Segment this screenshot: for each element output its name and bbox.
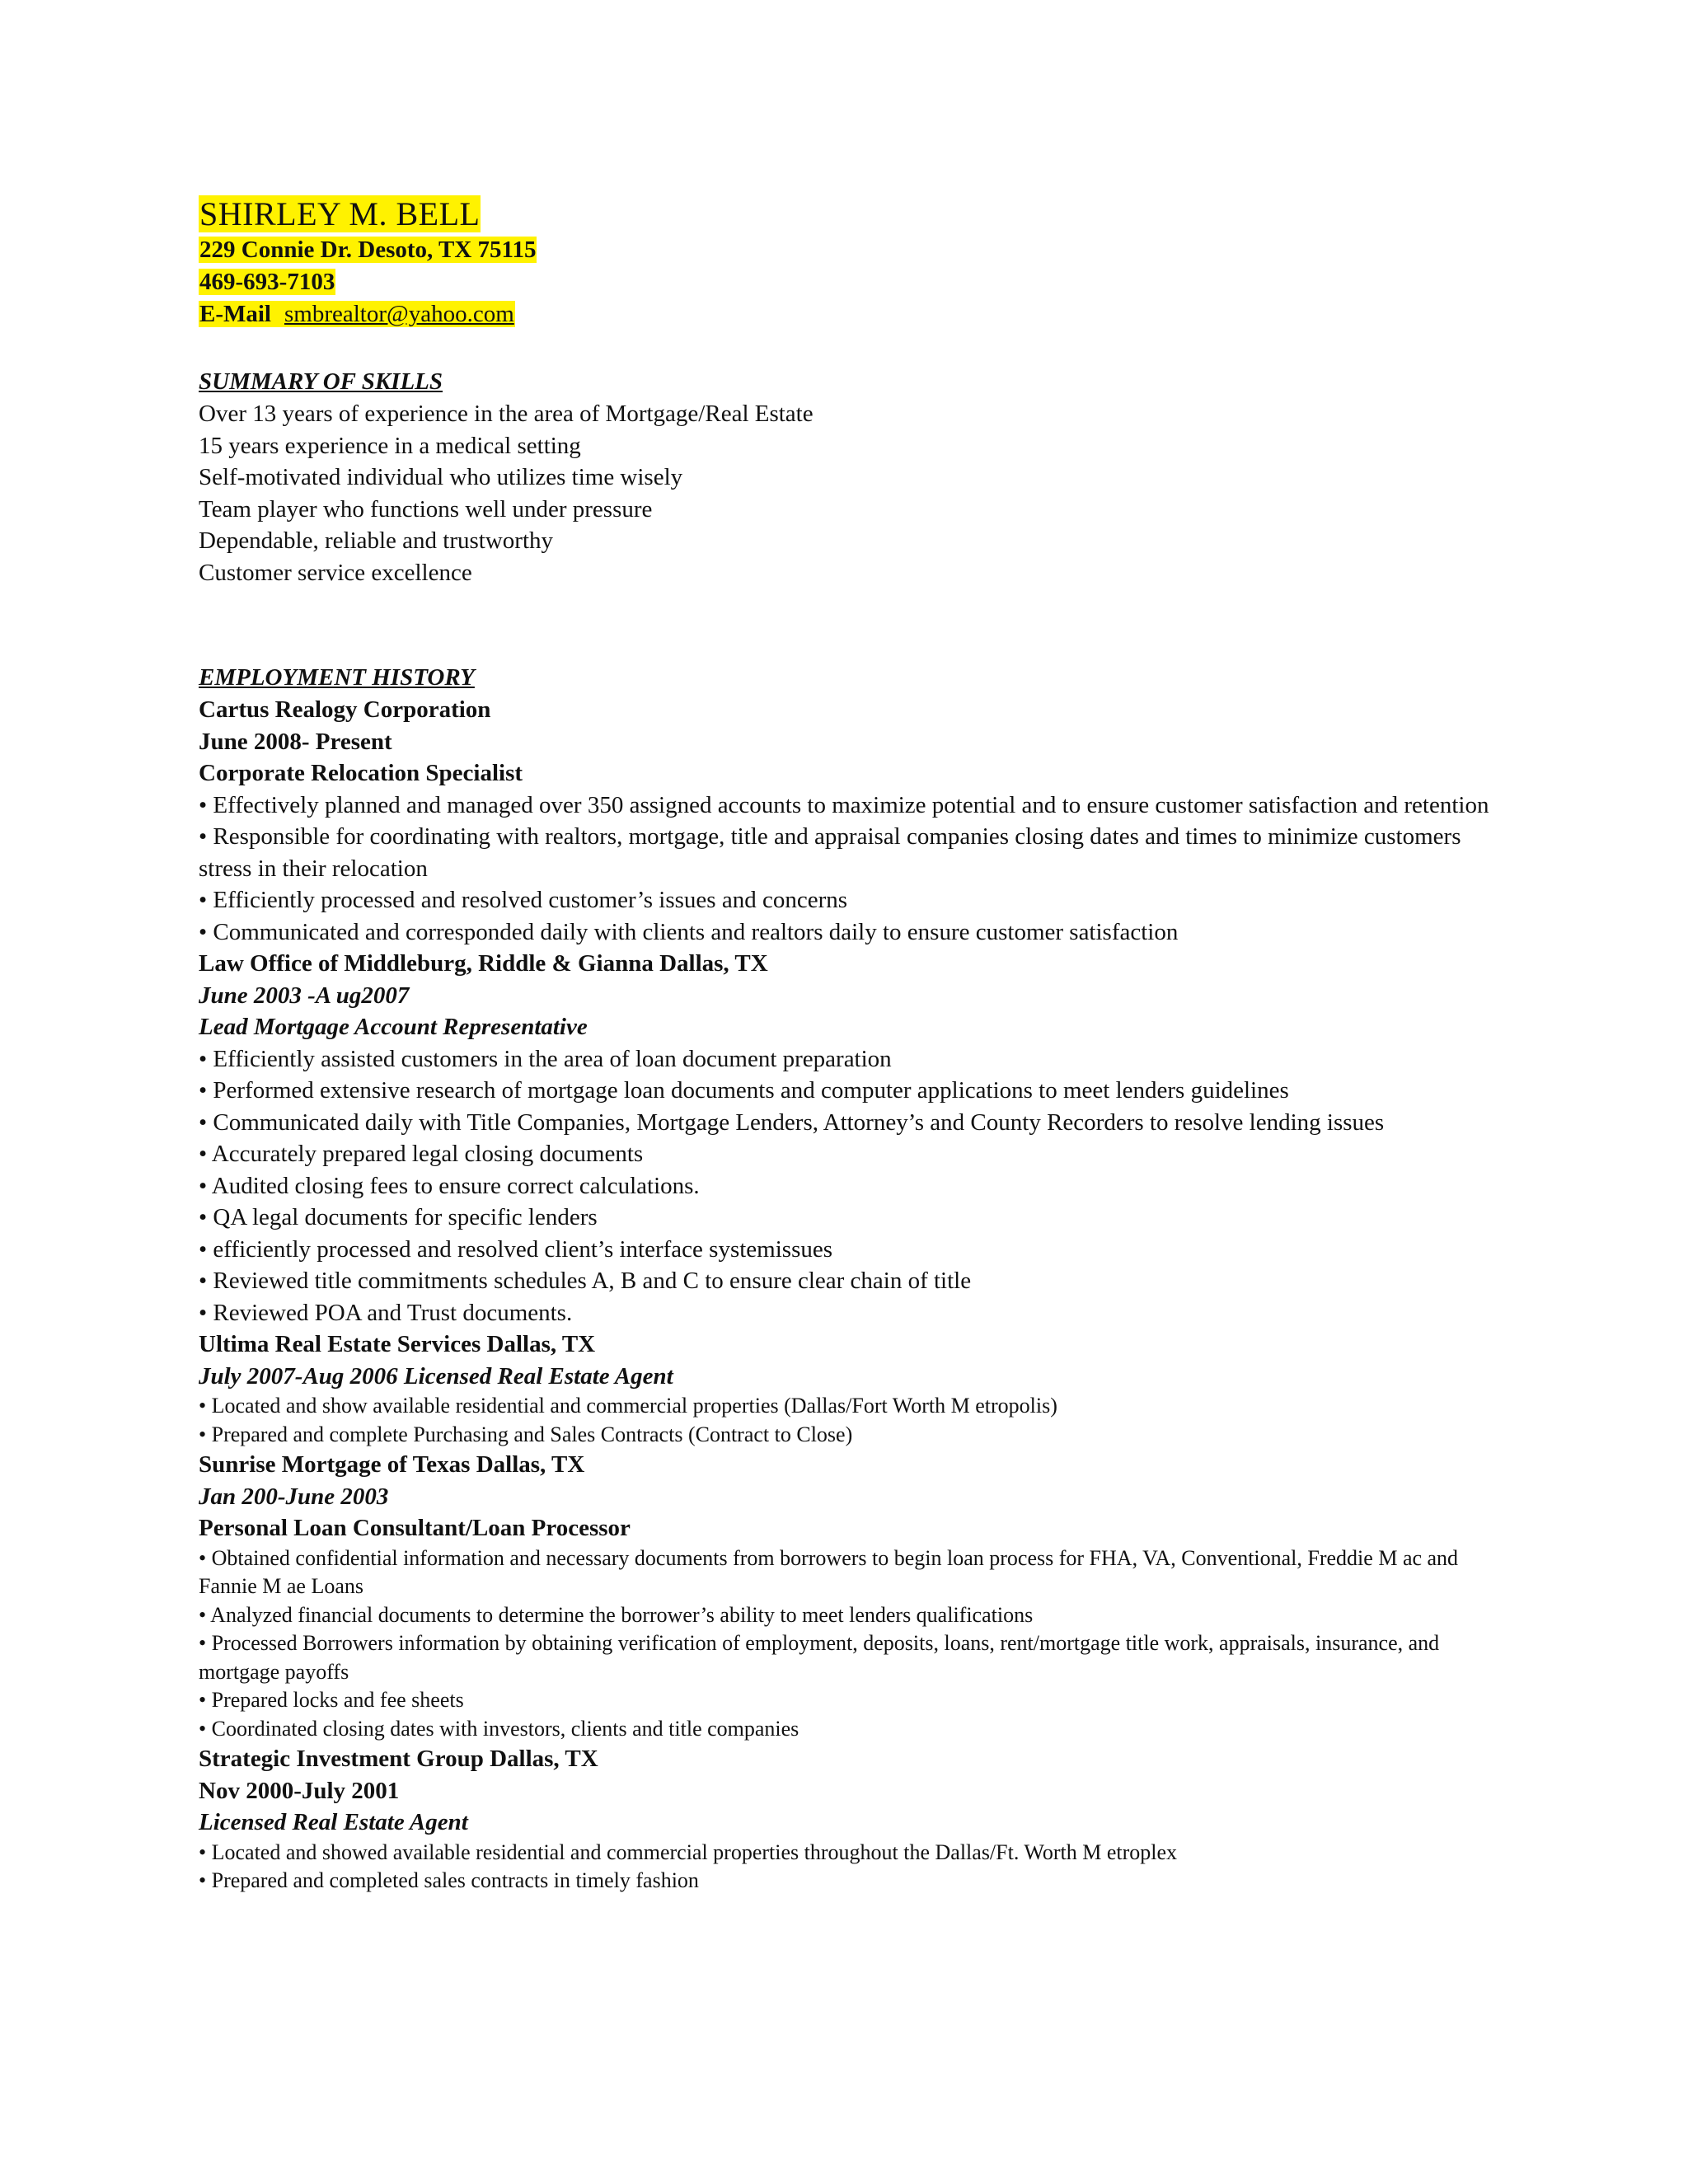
summary-section <box>199 365 1517 588</box>
job-title: Corporate Relocation Specialist <box>199 760 523 786</box>
job-bullet: • Accurately prepared legal closing documents <box>199 1141 644 1167</box>
job-bullet: • Effectively planned and managed over 350 assigned accounts to maximize potential and to ensure customer satisfaction and retention <box>199 791 1489 818</box>
job-bullet: • Efficiently processed and resolved customer’s issues and concerns <box>199 887 848 913</box>
skill-item: Over 13 years of experience in the area of Mortgage/Real Estate <box>199 401 814 427</box>
skill-item: Team player who functions well under pressure <box>199 495 653 523</box>
job-bullet: • QA legal documents for specific lenders <box>199 1204 598 1230</box>
phone: 469-693-7103 <box>199 269 335 295</box>
job-date: Nov 2000-July 2001 <box>199 1777 400 1804</box>
job-bullet: • Audited closing fees to ensure correct calculations. <box>199 1172 700 1199</box>
job-company: Sunrise Mortgage of Texas Dallas, TX <box>199 1451 585 1478</box>
skill-item: Dependable, reliable and trustworthy <box>199 527 554 554</box>
summary-heading: SUMMARY OF SKILLS <box>199 368 443 395</box>
job-bullet: • Located and showed available residential and commercial properties throughout the Dallas/Ft. Worth M etroplex <box>199 1840 1178 1864</box>
job-entry <box>199 1329 1517 1449</box>
job-date-title: July 2007-Aug 2006 Licensed Real Estate Agent <box>199 1362 673 1390</box>
job-date: Jan 200-June 2003 <box>199 1483 389 1510</box>
job-bullet: • Located and show available residential and commercial properties (Dallas/Fort Worth M etropolis) <box>199 1394 1057 1418</box>
job-bullet: • Reviewed title commitments schedules A, B and C to ensure clear chain of title <box>199 1268 972 1294</box>
resume-content <box>199 194 1517 1896</box>
job-date: June 2008- Present <box>199 728 392 755</box>
job-company: Strategic Investment Group Dallas, TX <box>199 1746 598 1772</box>
skill-item: Customer service excellence <box>199 559 472 586</box>
skill-item: Self-motivated individual who utilizes time wisely <box>199 464 683 490</box>
job-bullet: • Performed extensive research of mortgage loan documents and computer applications to meet lenders guidelines <box>199 1077 1289 1104</box>
candidate-name: SHIRLEY M. BELL <box>199 195 481 232</box>
job-company: Ultima Real Estate Services Dallas, TX <box>199 1331 596 1357</box>
job-bullet: • Communicated daily with Title Companies, Mortgage Lenders, Attorney’s and County Recorders to resolve lending issues <box>199 1108 1385 1136</box>
job-bullet: • Coordinated closing dates with investors, clients and title companies <box>199 1716 799 1741</box>
job-date: June 2003 -A ug2007 <box>199 982 410 1009</box>
email-label: E-Mail <box>199 301 271 327</box>
job-company: Cartus Realogy Corporation <box>199 696 491 723</box>
job-bullet: • Prepared and completed sales contracts in timely fashion <box>199 1868 699 1892</box>
header <box>199 194 1517 330</box>
address: 229 Connie Dr. Desoto, TX 75115 <box>199 237 537 263</box>
skill-item: 15 years experience in a medical setting <box>199 432 581 459</box>
job-entry <box>199 1449 1517 1743</box>
employment-section <box>199 661 1517 1896</box>
job-bullet: • Communicated and corresponded daily with clients and realtors daily to ensure customer satisfaction <box>199 918 1179 945</box>
email-link[interactable]: smbrealtor@yahoo.com <box>284 301 514 327</box>
job-company: Law Office of Middleburg, Riddle & Gianna Dallas, TX <box>199 950 768 977</box>
job-bullet: • Responsible for coordinating with realtors, mortgage, title and appraisal companies closing dates and times to minimize customers stress in their relocation <box>199 823 1461 882</box>
employment-heading: EMPLOYMENT HISTORY <box>199 664 475 691</box>
job-entry <box>199 694 1517 948</box>
job-bullet: • efficiently processed and resolved client’s interface systemissues <box>199 1235 833 1263</box>
job-bullet: • Processed Borrowers information by obtaining verification of employment, deposits, loans, rent/mortgage title work, appraisals, insurance, and mortgage payoffs <box>199 1631 1440 1684</box>
job-bullet: • Prepared locks and fee sheets <box>199 1688 464 1712</box>
job-title: Licensed Real Estate Agent <box>199 1809 468 1835</box>
job-title: Personal Loan Consultant/Loan Processor <box>199 1515 631 1541</box>
job-title: Lead Mortgage Account Representative <box>199 1014 588 1040</box>
job-bullet: • Analyzed financial documents to determine the borrower’s ability to meet lenders qualifications <box>199 1602 1034 1627</box>
job-bullet: • Prepared and complete Purchasing and Sales Contracts (Contract to Close) <box>199 1422 853 1446</box>
job-bullet: • Obtained confidential information and necessary documents from borrowers to begin loan process for FHA, VA, Conventional, Freddie M ac and Fannie M ae Loans <box>199 1545 1459 1598</box>
job-entry <box>199 948 1517 1329</box>
job-bullet: • Efficiently assisted customers in the area of loan document preparation <box>199 1045 892 1072</box>
job-entry <box>199 1743 1517 1896</box>
job-bullet: • Reviewed POA and Trust documents. <box>199 1299 573 1326</box>
